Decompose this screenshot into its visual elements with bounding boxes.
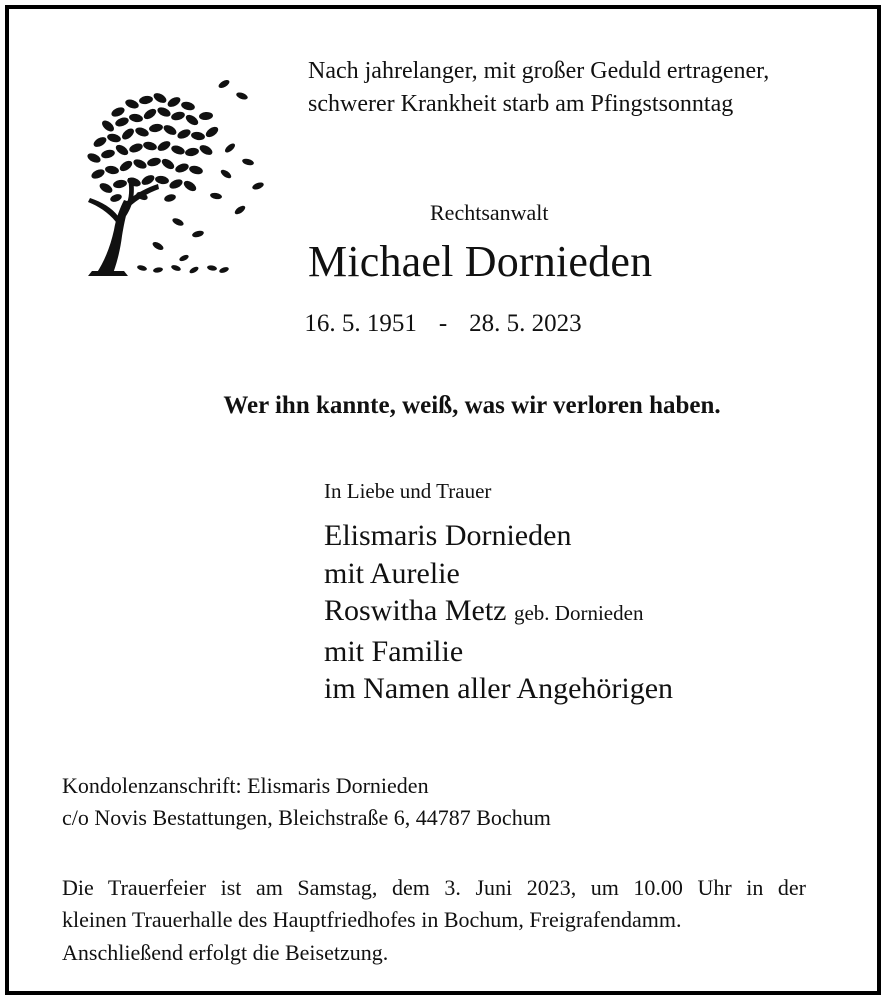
burial-info: Anschließend erfolgt die Beisetzung. [62,940,389,965]
death-date: 28. 5. 2023 [469,310,582,337]
condolence-line-2: c/o Novis Bestattungen, Bleichstraße 6, 44787 Bochum [62,805,551,830]
intro-line-2: schwerer Krankheit starb am Pfingstsonntag [308,91,734,117]
intro-line-1: Nach jahrelanger, mit großer Geduld ertragener, [308,58,770,84]
funeral-service-info [62,872,806,936]
mourner-line-3 [324,592,673,633]
date-separator: - [438,310,448,337]
tree-icon [58,62,278,282]
memorial-quote: Wer ihn kannte, weiß, was wir verloren haben. [223,392,721,419]
mourners-intro: In Liebe und Trauer [324,479,492,503]
mourner-line-5: im Namen aller Angehörigen [324,672,674,705]
service-line-1: Die Trauerfeier ist am Samstag, dem 3. Juni 2023, um 10.00 Uhr in der [62,875,806,900]
condolence-address [62,770,551,834]
service-line-2: kleinen Trauerhalle des Hauptfriedhofes in Bochum, Freigrafendamm. [62,907,682,932]
birth-date: 16. 5. 1951 [304,310,417,337]
mourner-birth-name: geb. Dornieden [513,601,644,625]
deceased-name: Michael Dornieden [308,237,653,286]
mourner-line-4: mit Familie [324,634,464,668]
deceased-title: Rechtsanwalt [430,200,549,225]
life-dates [0,310,886,338]
mourners-list [324,517,673,708]
intro-text [308,55,769,121]
mourner-line-1: Elismaris Dornieden [324,519,572,552]
mourner-name: Roswitha Metz [324,594,507,627]
mourner-line-2: mit Aurelie [324,556,460,590]
condolence-line-1: Kondolenzanschrift: Elismaris Dornieden [62,773,429,798]
